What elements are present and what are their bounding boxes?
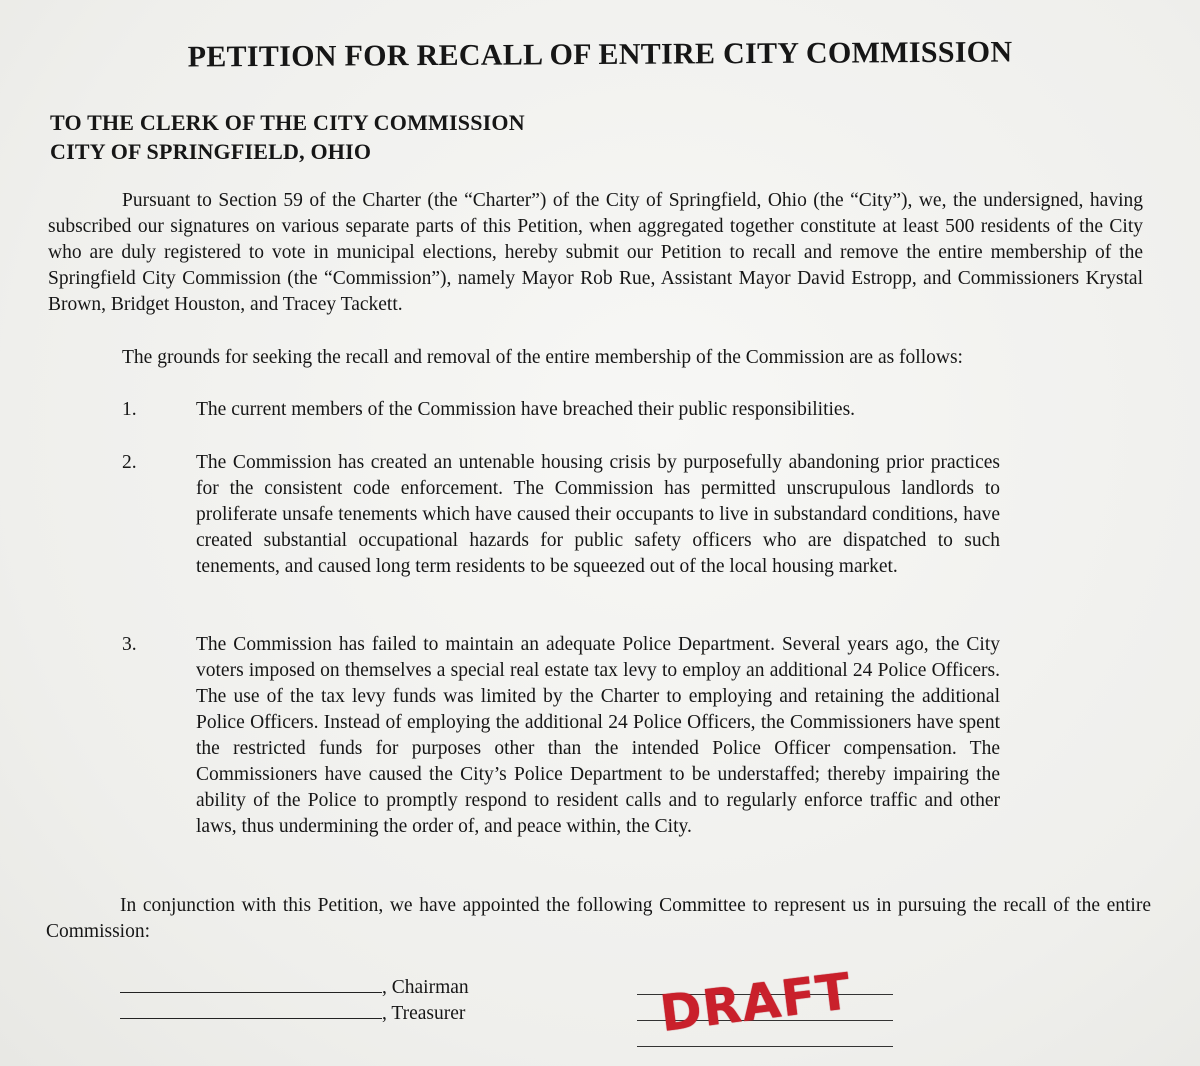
- addressee-block: [50, 108, 525, 166]
- ground-text: The Commission has created an untenable housing crisis by purposefully abandoning prior practices for the consistent code enforcement. The Commission has permitted unscrupulous landlords to proliferate unsafe tenements which have caused their occupants to live in substandard conditions, have created substantial occupational hazards for public safety officers who are dispatched to such tenements, and caused long term residents to be squeezed out of the local housing market.: [196, 452, 1000, 577]
- treasurer-signature-line[interactable]: [120, 1000, 382, 1019]
- addressee-line-1: TO THE CLERK OF THE CITY COMMISSION: [50, 110, 525, 135]
- chairman-signature-line[interactable]: [120, 974, 382, 993]
- ground-number: 1.: [122, 399, 137, 420]
- treasurer-signature-row: [120, 1000, 465, 1027]
- addressee-line-2: CITY OF SPRINGFIELD, OHIO: [50, 139, 372, 164]
- chairman-signature-row: [120, 974, 469, 1001]
- intro-paragraph: Pursuant to Section 59 of the Charter (the “Charter”) of the City of Springfield, Ohio (the “City”), we, the undersigned, having subscribed our signatures on various separate parts of this Petition, when aggregated together constitute at least 500 residents of the City who are duly registered to vote in municipal elections, hereby submit our Petition to recall and remove the entire membership of the Springfield City Commission (the “Commission”), namely Mayor Rob Rue, Assistant Mayor David Estropp, and Commissioners Krystal Brown, Bridget Houston, and Tracey Tackett.: [48, 190, 1143, 315]
- treasurer-label: , Treasurer: [382, 1003, 466, 1024]
- draft-stamp: DRAFT: [656, 962, 855, 1043]
- ground-text: The current members of the Commission have breached their public responsibilities.: [196, 399, 856, 420]
- ground-number: 3.: [122, 634, 137, 655]
- grounds-intro: The grounds for seeking the recall and removal of the entire membership of the Commission are as follows:: [122, 347, 963, 368]
- ground-text: The Commission has failed to maintain an adequate Police Department. Several years ago, the City voters imposed on themselves a special real estate tax levy to employ an additional 24 Police Officers. The use of the tax levy funds was limited by the Charter to employing and retaining the additional Police Officers. Instead of employing the additional 24 Police Officers, the Commissioners have spent the restricted funds for purposes other than the intended Police Officer compensation. The Commissioners have caused the City’s Police Department to be understaffed; thereby impairing the ability of the Police to promptly respond to resident calls and to regularly enforce traffic and other laws, thus undermining the order of, and peace within, the City.: [196, 634, 1000, 837]
- ground-number: 2.: [122, 452, 137, 473]
- committee-signature-line[interactable]: [637, 1046, 893, 1047]
- closing-paragraph: In conjunction with this Petition, we have appointed the following Committee to represent us in pursuing the recall of the entire Commission:: [46, 895, 1151, 942]
- document-title: PETITION FOR RECALL OF ENTIRE CITY COMMISSION: [187, 35, 1013, 74]
- chairman-label: , Chairman: [382, 977, 469, 998]
